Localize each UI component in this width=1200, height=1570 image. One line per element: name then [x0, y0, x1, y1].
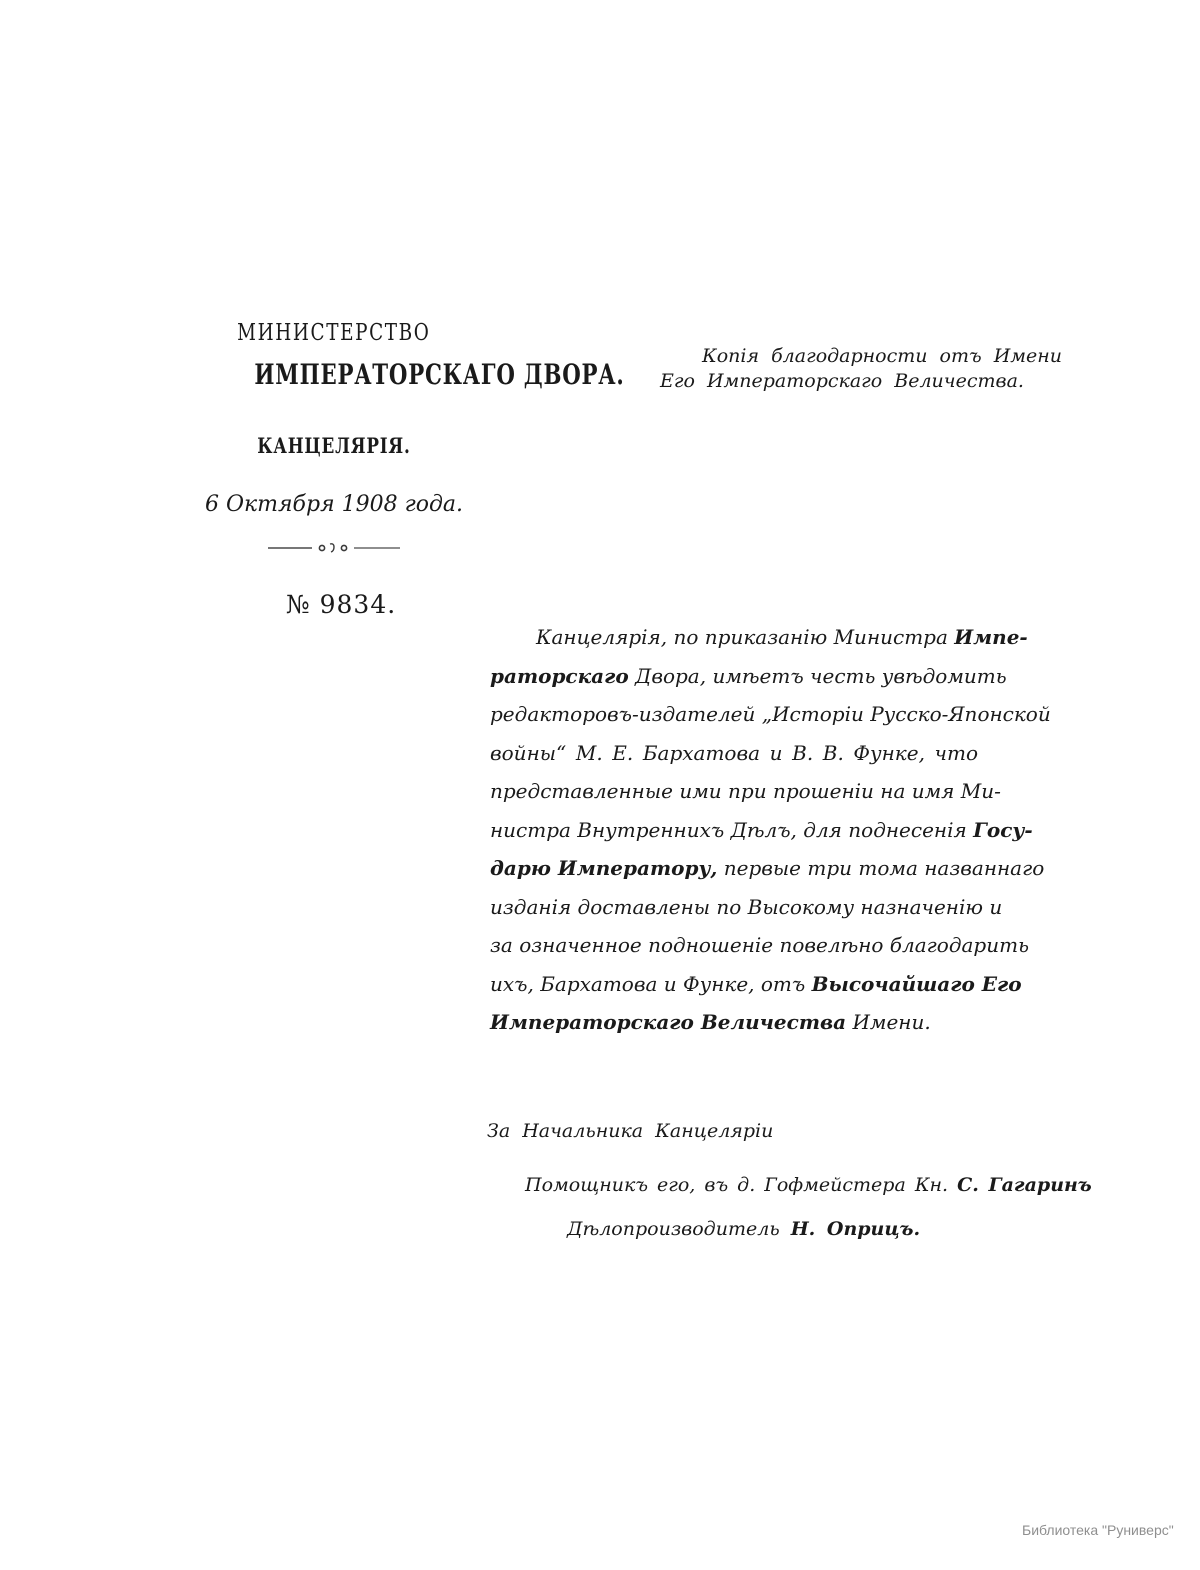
copy-annotation-line: Копія благодарности отъ Имени: [702, 345, 1063, 367]
body-line: [490, 772, 1001, 811]
body-line: [490, 734, 978, 773]
divider-flourish-icon: [196, 541, 472, 555]
body-line: [490, 1003, 978, 1042]
body-line: [490, 965, 1022, 1004]
text-run: Помощникъ его, въ д. Гофмейстера Кн.: [525, 1174, 958, 1196]
text-run: за означенное подношеніе повелѣно благодарить: [490, 933, 1029, 957]
body-line: [490, 926, 1029, 965]
ministry-title: МИНИСТЕРСТВО: [237, 320, 431, 346]
emphasis-text: Н. Оприцъ.: [790, 1218, 921, 1240]
body-line: [490, 888, 1003, 927]
date-line: 6 Октября 1908 года.: [204, 492, 464, 517]
text-run: нистра Внутреннихъ Дѣлъ, для поднесенія: [490, 817, 974, 842]
text-run: Дѣлопроизводитель: [567, 1218, 791, 1240]
text-run: войны“ М. Е. Бархатова и В. В. Функе, что: [490, 740, 978, 765]
text-run: редакторовъ-издателей „Исторіи Русско-Японской: [490, 702, 1051, 726]
text-run: представленные ими при прошеніи на имя Ми-: [490, 779, 1001, 803]
text-run: ихъ, Бархатова и Функе, отъ: [490, 971, 812, 996]
text-run: Имени.: [846, 1010, 931, 1034]
emphasis-text: дарю Императору,: [490, 856, 718, 880]
body-paragraph: [490, 618, 1051, 1042]
text-run: изданія доставлены по Высокому назначенію и: [490, 894, 1003, 919]
body-line: [490, 849, 1045, 888]
body-line: [490, 618, 1028, 657]
copy-annotation: [660, 344, 1063, 394]
text-run: первые три тома названнаго: [717, 856, 1045, 880]
text-run: За Начальника Канцеляріи: [487, 1120, 774, 1142]
copy-annotation-line: Его Императорскаго Величества.: [660, 370, 1024, 392]
body-line: [490, 695, 1051, 734]
emphasis-text: С. Гагаринъ: [957, 1174, 1092, 1196]
emphasis-text: раторскаго: [490, 663, 629, 688]
signature-assistant-line: [525, 1174, 1092, 1196]
library-watermark: Библиотека "Руниверс": [1022, 1522, 1174, 1538]
body-line: [490, 657, 1007, 696]
chancellery-title: КАНЦЕЛЯРІЯ.: [257, 433, 411, 458]
emphasis-text: Высочайшаго Его: [811, 971, 1022, 996]
imperial-court-title: ИМПЕРАТОРСКАГО ДВОРА.: [254, 358, 625, 391]
signature-role-line: [487, 1120, 773, 1142]
body-line: [490, 811, 1033, 850]
emphasis-text: Импе-: [954, 625, 1028, 649]
text-run: Канцелярія, по приказанію Министра: [536, 625, 955, 649]
emphasis-text: Госу-: [973, 817, 1033, 842]
emphasis-text: Императорскаго Величества: [490, 1010, 847, 1034]
signature-clerk-line: [567, 1218, 920, 1240]
document-number: № 9834.: [286, 590, 397, 619]
text-run: Двора, имѣетъ честь увѣдомить: [628, 663, 1007, 688]
letterhead: [196, 320, 625, 555]
